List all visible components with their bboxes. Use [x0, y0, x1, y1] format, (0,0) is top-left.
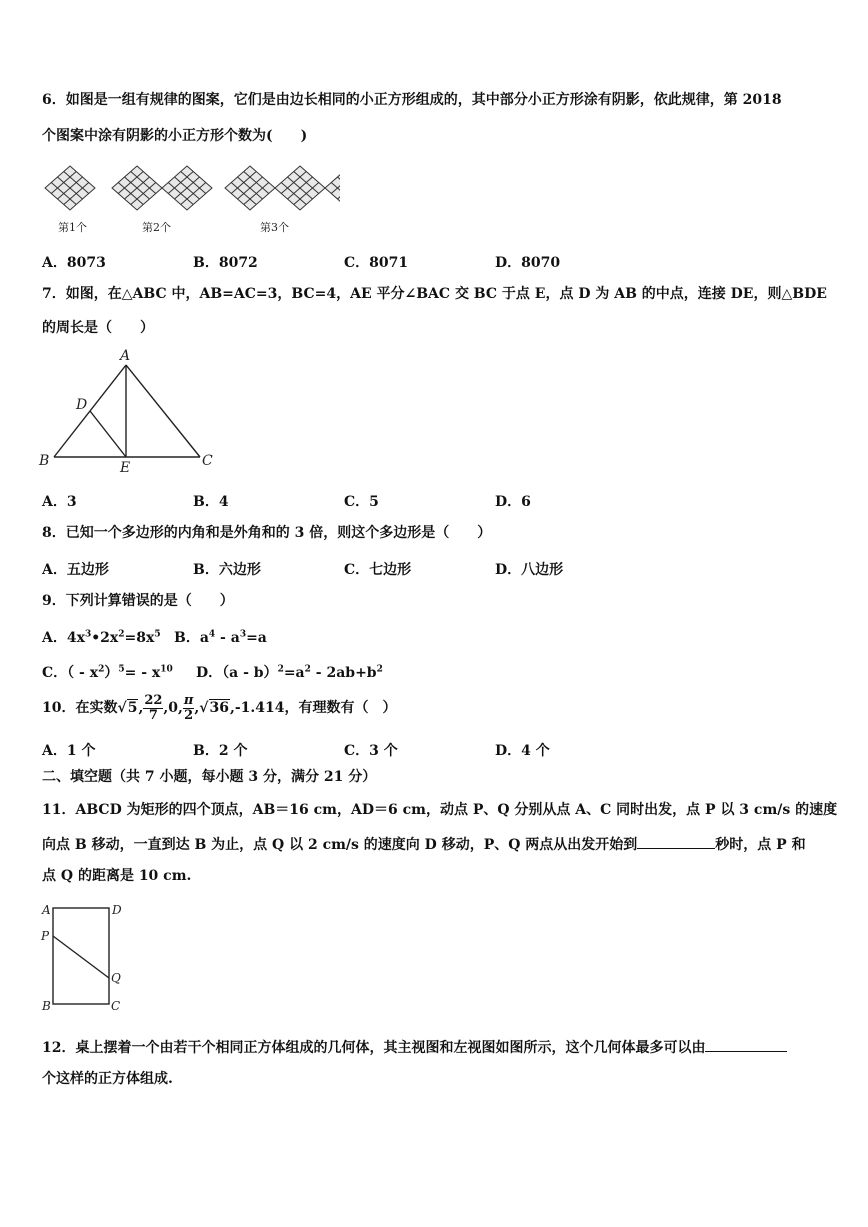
label-D: D: [76, 397, 88, 413]
q10-stem: 10．在实数√5, $\frac{22}{7}$ ,0, $\frac{\pi}{2}$ ,√36,-1.414，有理数有（ ）: [42, 688, 397, 728]
q8-option-c[interactable]: C．七边形: [344, 562, 412, 578]
q7-stem-line1: 7．如图，在△ABC 中，AB=AC=3，BC=4，AE 平分∠BAC 交 BC 于点 E，点 D 为 AB 的中点，连接 DE，则△BDE: [42, 286, 827, 302]
q6-option-c[interactable]: C．8071: [344, 255, 409, 271]
pattern-label-1: 第1个: [58, 221, 87, 234]
pattern-label-2: 第2个: [142, 221, 171, 234]
q6-option-a[interactable]: A．8073: [42, 255, 106, 271]
q10-prefix: 10．在实数: [42, 700, 118, 716]
q8-option-a[interactable]: A．五边形: [42, 562, 109, 578]
label-Q: Q: [111, 971, 121, 985]
q8-option-d[interactable]: D．八边形: [495, 562, 564, 578]
sqrt-5: √5: [117, 700, 138, 716]
label-C: C: [202, 453, 213, 469]
q12-stem-line1: 12．桌上摆着一个由若干个相同正方体组成的几何体，其主视图和左视图如图所示，这个几何体最多可以由: [42, 1037, 787, 1057]
q6-option-b[interactable]: B．8072: [193, 255, 258, 271]
label-P: P: [41, 929, 50, 943]
q6-option-d[interactable]: D．8070: [495, 255, 561, 271]
label-B: B: [39, 453, 50, 469]
q9-option-c[interactable]: C．（ - $x^2)^5= - x^{10}$: [42, 664, 173, 681]
q8-option-b[interactable]: B．六边形: [193, 562, 261, 578]
q11-stem-line2: 向点 B 移动，一直到达 B 为止，点 Q 以 2 cm/s 的速度向 D 移动，P、Q 两点从出发开始到 秒时，点 P 和: [42, 834, 806, 854]
q10-option-b[interactable]: B．2 个: [193, 743, 248, 759]
q7-option-b[interactable]: B．4: [193, 494, 229, 510]
label-A: A: [42, 903, 51, 917]
q12-stem-line2: 个这样的正方体组成.: [42, 1071, 173, 1087]
q6-stem-line1: 6．如图是一组有规律的图案，它们是由边长相同的小正方形组成的，其中部分小正方形涂有阴影，依此规律，第 2018: [42, 92, 782, 108]
pattern-1: [45, 166, 95, 210]
q7-option-a[interactable]: A．3: [42, 494, 77, 510]
label-C: C: [111, 999, 121, 1013]
label-E: E: [120, 460, 131, 475]
q7-option-c[interactable]: C．5: [344, 494, 379, 510]
q10-option-d[interactable]: D．4 个: [495, 743, 550, 759]
pattern-2: [112, 166, 212, 210]
fraction-22-7: $\frac{22}{7}$: [144, 692, 163, 723]
q7-triangle-figure: [36, 345, 216, 475]
q8-stem: 8．已知一个多边形的内角和是外角和的 3 倍，则这个多边形是（ ）: [42, 525, 492, 541]
section-2-title: 二、填空题（共 7 小题，每小题 3 分，满分 21 分）: [42, 769, 377, 785]
q10-option-c[interactable]: C．3 个: [344, 743, 398, 759]
q7-stem-line2: 的周长是（ ）: [42, 320, 154, 336]
pattern-label-3: 第3个: [260, 221, 289, 234]
q10-option-a[interactable]: A．1 个: [42, 743, 96, 759]
q9-stem: 9．下列计算错误的是（ ）: [42, 593, 234, 609]
label-D: D: [112, 903, 122, 917]
q6-pattern-figure: [40, 158, 340, 238]
q12-answer-blank[interactable]: [705, 1037, 787, 1052]
q11-stem-line3: 点 Q 的距离是 10 cm.: [42, 868, 192, 884]
q7-option-d[interactable]: D．6: [495, 494, 531, 510]
label-B: B: [42, 999, 51, 1013]
fraction-pi-2: $\frac{\pi}{2}$: [183, 692, 194, 723]
q11-answer-blank[interactable]: [637, 834, 715, 849]
q11-stem-line1: 11．ABCD 为矩形的四个顶点，AB＝16 cm，AD＝6 cm，动点 P、Q 分别从点 A、C 同时出发，点 P 以 3 cm/s 的速度: [42, 802, 838, 818]
q6-stem-line2: 个图案中涂有阴影的小正方形个数为( ): [42, 128, 308, 144]
q9-option-a[interactable]: A．$4x^3•2x^2=8x^5$: [42, 629, 161, 646]
q9-option-b[interactable]: B．$a^4 - a^3=a$: [174, 629, 267, 646]
label-A: A: [120, 348, 131, 364]
q11-rectangle-figure: [38, 898, 138, 1018]
sqrt-36: √36: [199, 700, 229, 716]
pattern-3: [225, 166, 340, 210]
q9-option-d[interactable]: D．$(a - b)^2=a^2 - 2ab+b^2$: [196, 664, 383, 681]
